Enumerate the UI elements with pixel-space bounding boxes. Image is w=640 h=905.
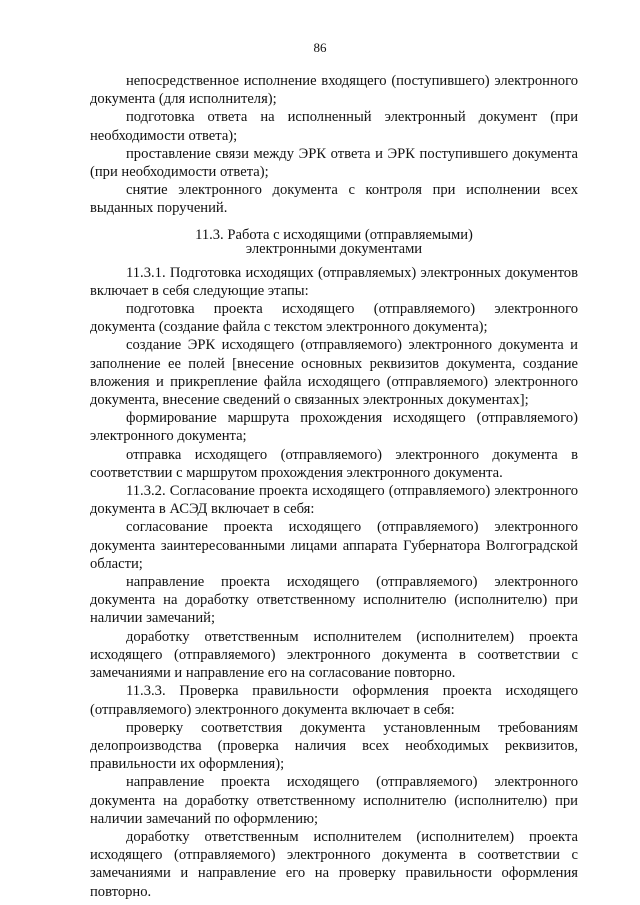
paragraph: непосредственное исполнение входящего (поступившего) электронного документа (для исполнителя); xyxy=(90,73,578,108)
paragraph: согласование проекта исходящего (отправляемого) электронного документа заинтересованными лицами аппарата Губернатора Волгоградской области; xyxy=(90,519,578,572)
paragraph: 11.3.1. Подготовка исходящих (отправляемых) электронных документов включает в себя следующие этапы: xyxy=(90,264,578,299)
paragraph: проставление связи между ЭРК ответа и ЭРК поступившего документа (при необходимости ответа); xyxy=(90,145,578,181)
paragraph: направление проекта исходящего (отправляемого) электронного документа на доработку ответственному исполнителю (исполнителю) при наличии замечаний по оформлению; xyxy=(90,774,578,827)
section-heading xyxy=(90,228,578,256)
section-heading-line1: 11.3. Работа с исходящими (отправляемыми) xyxy=(195,226,473,243)
paragraph: формирование маршрута прохождения исходящего (отправляемого) электронного документа; xyxy=(90,410,578,445)
paragraph: снятие электронного документа с контроля при исполнении всех выданных поручений. xyxy=(90,182,578,217)
paragraph: подготовка проекта исходящего (отправляемого) электронного документа (создание файла с текстом электронного документа); xyxy=(90,301,578,336)
paragraph: проверку соответствия документа установленным требованиям делопроизводства (проверка наличия всех необходимых реквизитов, правильности их оформления); xyxy=(90,719,578,773)
paragraph: доработку ответственным исполнителем (исполнителем) проекта исходящего (отправляемого) электронного документа в соответствии с замечаниями и направление его на проверку правильности оформления повторно. xyxy=(90,828,578,900)
section-heading-line2: электронными документами xyxy=(245,240,423,257)
paragraph: направление проекта исходящего (отправляемого) электронного документа на доработку ответственному исполнителю (исполнителю) при наличии замечаний; xyxy=(90,574,578,627)
paragraph: отправка исходящего (отправляемого) электронного документа в соответствии с маршрутом прохождения электронного документа. xyxy=(90,446,578,481)
paragraph: 11.3.3. Проверка правильности оформления проекта исходящего (отправляемого) электронного документа включает в себя: xyxy=(90,683,578,718)
paragraph: доработку ответственным исполнителем (исполнителем) проекта исходящего (отправляемого) электронного документа в соответствии с замечаниями и направление его на согласование повторно. xyxy=(90,628,578,682)
paragraph: подготовка ответа на исполненный электронный документ (при необходимости ответа); xyxy=(90,109,578,144)
paragraph: создание ЭРК исходящего (отправляемого) электронного документа и заполнение ее полей [внесение основных реквизитов документа, создание вложения и прикрепление файла исходящего (отправляемого) электронного документа, внесение сведений о связанных электронных документах]; xyxy=(90,337,578,409)
page-number: 86 xyxy=(313,40,327,55)
document-body xyxy=(90,72,578,901)
paragraph: 11.3.2. Согласование проекта исходящего (отправляемого) электронного документа в АСЭД включает в себя: xyxy=(90,483,578,518)
